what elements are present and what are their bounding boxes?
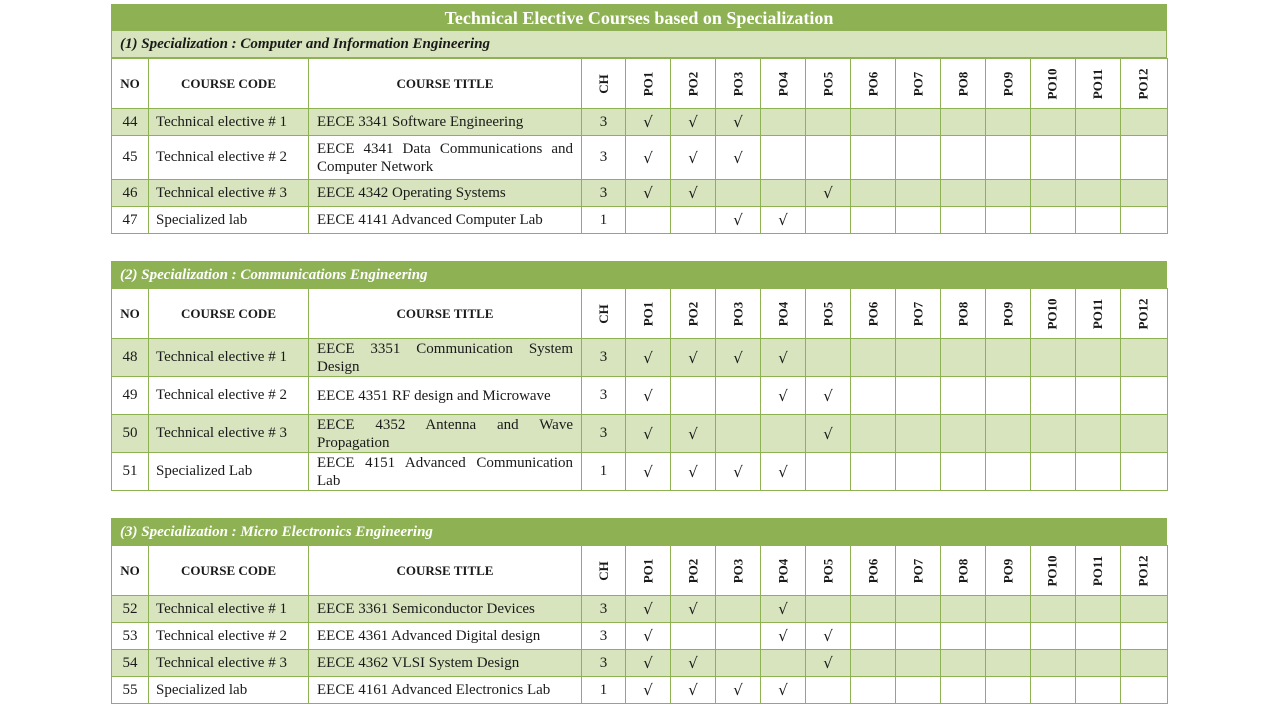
po-cell	[986, 180, 1031, 207]
po-cell	[851, 453, 896, 491]
po-cell	[806, 136, 851, 180]
check-mark-icon: √	[716, 677, 761, 704]
po-cell	[896, 623, 941, 650]
header-po12: PO12	[1121, 59, 1168, 109]
header-po10: PO10	[1031, 59, 1076, 109]
po-cell	[986, 453, 1031, 491]
header-ch: CH	[582, 546, 626, 596]
course-title: EECE 4342 Operating Systems	[309, 180, 582, 207]
po-cell	[1031, 136, 1076, 180]
po-cell	[1076, 339, 1121, 377]
check-mark-icon: √	[626, 109, 671, 136]
section-computer-information	[111, 31, 1167, 234]
po-cell	[761, 650, 806, 677]
po-cell	[941, 109, 986, 136]
po-cell	[986, 377, 1031, 415]
credit-hours: 3	[582, 596, 626, 623]
po-cell	[896, 453, 941, 491]
credit-hours: 1	[582, 453, 626, 491]
check-mark-icon: √	[671, 650, 716, 677]
header-po5: PO5	[806, 59, 851, 109]
po-cell	[761, 136, 806, 180]
header-po10: PO10	[1031, 546, 1076, 596]
po-cell	[851, 415, 896, 453]
check-mark-icon: √	[671, 339, 716, 377]
po-cell	[1076, 180, 1121, 207]
po-cell	[986, 339, 1031, 377]
row-number: 51	[112, 453, 149, 491]
course-title: EECE 3341 Software Engineering	[309, 109, 582, 136]
po-cell	[851, 623, 896, 650]
course-code: Technical elective # 1	[149, 109, 309, 136]
po-cell	[896, 677, 941, 704]
header-po1: PO1	[626, 289, 671, 339]
course-table	[111, 58, 1168, 234]
po-cell	[1076, 136, 1121, 180]
course-code: Specialized lab	[149, 677, 309, 704]
course-title: EECE 4352 Antenna and Wave Propagation	[309, 415, 582, 453]
table-row	[112, 109, 1168, 136]
po-cell	[1121, 207, 1168, 234]
header-ch: CH	[582, 59, 626, 109]
po-cell	[851, 650, 896, 677]
main-title: Technical Elective Courses based on Specialization	[111, 4, 1167, 31]
po-cell	[986, 596, 1031, 623]
po-cell	[716, 415, 761, 453]
course-title: EECE 4341 Data Communications and Computer Network	[309, 136, 582, 180]
credit-hours: 3	[582, 415, 626, 453]
check-mark-icon: √	[761, 339, 806, 377]
course-title: EECE 4361 Advanced Digital design	[309, 623, 582, 650]
po-cell	[941, 339, 986, 377]
po-cell	[671, 207, 716, 234]
po-cell	[1121, 596, 1168, 623]
check-mark-icon: √	[626, 677, 671, 704]
header-no: NO	[112, 289, 149, 339]
po-cell	[986, 109, 1031, 136]
po-cell	[851, 677, 896, 704]
header-po4: PO4	[761, 289, 806, 339]
credit-hours: 3	[582, 180, 626, 207]
header-po12: PO12	[1121, 546, 1168, 596]
po-cell	[1076, 109, 1121, 136]
table-row	[112, 677, 1168, 704]
check-mark-icon: √	[626, 623, 671, 650]
po-cell	[716, 650, 761, 677]
po-cell	[1121, 677, 1168, 704]
credit-hours: 3	[582, 377, 626, 415]
po-cell	[986, 207, 1031, 234]
po-cell	[1121, 650, 1168, 677]
row-number: 52	[112, 596, 149, 623]
section-micro-electronics	[111, 518, 1167, 704]
course-code: Technical elective # 2	[149, 136, 309, 180]
po-cell	[1031, 650, 1076, 677]
po-cell	[941, 377, 986, 415]
check-mark-icon: √	[716, 109, 761, 136]
header-course-title: COURSE TITLE	[309, 289, 582, 339]
header-po11: PO11	[1076, 289, 1121, 339]
po-cell	[941, 180, 986, 207]
po-cell	[896, 377, 941, 415]
credit-hours: 3	[582, 623, 626, 650]
check-mark-icon: √	[716, 339, 761, 377]
po-cell	[1121, 339, 1168, 377]
check-mark-icon: √	[761, 677, 806, 704]
po-cell	[1076, 650, 1121, 677]
course-title: EECE 4161 Advanced Electronics Lab	[309, 677, 582, 704]
header-po3: PO3	[716, 546, 761, 596]
course-title: EECE 3361 Semiconductor Devices	[309, 596, 582, 623]
po-cell	[1031, 109, 1076, 136]
po-cell	[806, 207, 851, 234]
section-communications	[111, 261, 1167, 491]
header-course-title: COURSE TITLE	[309, 59, 582, 109]
check-mark-icon: √	[671, 415, 716, 453]
header-ch: CH	[582, 289, 626, 339]
course-code: Technical elective # 2	[149, 623, 309, 650]
header-po4: PO4	[761, 546, 806, 596]
header-row	[112, 289, 1168, 339]
check-mark-icon: √	[626, 136, 671, 180]
header-po1: PO1	[626, 59, 671, 109]
course-code: Technical elective # 1	[149, 339, 309, 377]
header-course-code: COURSE CODE	[149, 59, 309, 109]
po-cell	[1076, 623, 1121, 650]
header-po2: PO2	[671, 546, 716, 596]
row-number: 50	[112, 415, 149, 453]
header-po9: PO9	[986, 546, 1031, 596]
header-po6: PO6	[851, 546, 896, 596]
po-cell	[1076, 596, 1121, 623]
section-title: (1) Specialization : Computer and Information Engineering	[111, 31, 1167, 58]
po-cell	[851, 136, 896, 180]
row-number: 45	[112, 136, 149, 180]
po-cell	[941, 596, 986, 623]
po-cell	[806, 339, 851, 377]
po-cell	[1121, 180, 1168, 207]
po-cell	[851, 109, 896, 136]
po-cell	[761, 415, 806, 453]
credit-hours: 3	[582, 109, 626, 136]
po-cell	[1031, 453, 1076, 491]
po-cell	[851, 207, 896, 234]
po-cell	[1031, 415, 1076, 453]
po-cell	[896, 415, 941, 453]
po-cell	[986, 623, 1031, 650]
row-number: 48	[112, 339, 149, 377]
header-no: NO	[112, 59, 149, 109]
table-row	[112, 377, 1168, 415]
po-cell	[896, 339, 941, 377]
po-cell	[1121, 136, 1168, 180]
po-cell	[986, 650, 1031, 677]
header-po6: PO6	[851, 59, 896, 109]
check-mark-icon: √	[716, 207, 761, 234]
check-mark-icon: √	[626, 650, 671, 677]
po-cell	[941, 136, 986, 180]
po-cell	[1031, 623, 1076, 650]
credit-hours: 1	[582, 677, 626, 704]
check-mark-icon: √	[671, 677, 716, 704]
check-mark-icon: √	[806, 180, 851, 207]
check-mark-icon: √	[761, 596, 806, 623]
po-cell	[716, 623, 761, 650]
po-cell	[941, 677, 986, 704]
po-cell	[806, 453, 851, 491]
po-cell	[851, 377, 896, 415]
header-po10: PO10	[1031, 289, 1076, 339]
header-no: NO	[112, 546, 149, 596]
header-course-code: COURSE CODE	[149, 546, 309, 596]
po-cell	[716, 377, 761, 415]
check-mark-icon: √	[716, 453, 761, 491]
po-cell	[1121, 623, 1168, 650]
document	[111, 4, 1167, 704]
po-cell	[941, 650, 986, 677]
po-cell	[1076, 377, 1121, 415]
header-po11: PO11	[1076, 546, 1121, 596]
check-mark-icon: √	[806, 377, 851, 415]
po-cell	[716, 596, 761, 623]
header-po5: PO5	[806, 289, 851, 339]
po-cell	[1031, 596, 1076, 623]
check-mark-icon: √	[761, 377, 806, 415]
table-row	[112, 596, 1168, 623]
course-code: Specialized lab	[149, 207, 309, 234]
table-row	[112, 207, 1168, 234]
credit-hours: 3	[582, 650, 626, 677]
check-mark-icon: √	[761, 453, 806, 491]
course-title: EECE 4351 RF design and Microwave	[309, 377, 582, 415]
header-po9: PO9	[986, 59, 1031, 109]
table-row	[112, 453, 1168, 491]
po-cell	[761, 109, 806, 136]
po-cell	[671, 623, 716, 650]
table-row	[112, 650, 1168, 677]
po-cell	[896, 136, 941, 180]
course-code: Specialized Lab	[149, 453, 309, 491]
course-code: Technical elective # 2	[149, 377, 309, 415]
po-cell	[851, 596, 896, 623]
check-mark-icon: √	[626, 180, 671, 207]
header-po11: PO11	[1076, 59, 1121, 109]
po-cell	[941, 453, 986, 491]
check-mark-icon: √	[761, 207, 806, 234]
header-po3: PO3	[716, 59, 761, 109]
header-row	[112, 59, 1168, 109]
po-cell	[1121, 377, 1168, 415]
check-mark-icon: √	[626, 415, 671, 453]
course-title: EECE 3351 Communication System Design	[309, 339, 582, 377]
po-cell	[896, 180, 941, 207]
check-mark-icon: √	[626, 339, 671, 377]
header-po12: PO12	[1121, 289, 1168, 339]
check-mark-icon: √	[671, 596, 716, 623]
row-number: 47	[112, 207, 149, 234]
credit-hours: 3	[582, 339, 626, 377]
po-cell	[671, 377, 716, 415]
po-cell	[1076, 415, 1121, 453]
course-title: EECE 4362 VLSI System Design	[309, 650, 582, 677]
course-code: Technical elective # 3	[149, 180, 309, 207]
row-number: 44	[112, 109, 149, 136]
course-code: Technical elective # 3	[149, 650, 309, 677]
check-mark-icon: √	[671, 453, 716, 491]
po-cell	[896, 109, 941, 136]
header-po5: PO5	[806, 546, 851, 596]
po-cell	[941, 415, 986, 453]
po-cell	[986, 415, 1031, 453]
po-cell	[1121, 415, 1168, 453]
row-number: 53	[112, 623, 149, 650]
po-cell	[896, 207, 941, 234]
course-table	[111, 288, 1168, 491]
header-course-code: COURSE CODE	[149, 289, 309, 339]
credit-hours: 1	[582, 207, 626, 234]
header-po2: PO2	[671, 289, 716, 339]
course-code: Technical elective # 1	[149, 596, 309, 623]
table-row	[112, 180, 1168, 207]
po-cell	[1031, 377, 1076, 415]
po-cell	[1121, 453, 1168, 491]
credit-hours: 3	[582, 136, 626, 180]
po-cell	[986, 136, 1031, 180]
header-po9: PO9	[986, 289, 1031, 339]
course-table	[111, 545, 1168, 704]
header-po8: PO8	[941, 59, 986, 109]
row-number: 55	[112, 677, 149, 704]
check-mark-icon: √	[671, 109, 716, 136]
po-cell	[1121, 109, 1168, 136]
po-cell	[1076, 453, 1121, 491]
course-code: Technical elective # 3	[149, 415, 309, 453]
check-mark-icon: √	[671, 136, 716, 180]
header-po2: PO2	[671, 59, 716, 109]
section-title: (3) Specialization : Micro Electronics Engineering	[111, 518, 1167, 545]
header-po8: PO8	[941, 289, 986, 339]
po-cell	[761, 180, 806, 207]
po-cell	[1076, 677, 1121, 704]
po-cell	[716, 180, 761, 207]
check-mark-icon: √	[761, 623, 806, 650]
header-po3: PO3	[716, 289, 761, 339]
po-cell	[1031, 677, 1076, 704]
header-po8: PO8	[941, 546, 986, 596]
table-row	[112, 136, 1168, 180]
po-cell	[1031, 180, 1076, 207]
check-mark-icon: √	[806, 415, 851, 453]
check-mark-icon: √	[806, 650, 851, 677]
row-number: 46	[112, 180, 149, 207]
table-row	[112, 623, 1168, 650]
po-cell	[896, 650, 941, 677]
table-row	[112, 339, 1168, 377]
check-mark-icon: √	[671, 180, 716, 207]
po-cell	[896, 596, 941, 623]
course-title: EECE 4151 Advanced Communication Lab	[309, 453, 582, 491]
header-po7: PO7	[896, 289, 941, 339]
po-cell	[1076, 207, 1121, 234]
po-cell	[1031, 207, 1076, 234]
po-cell	[941, 207, 986, 234]
row-number: 54	[112, 650, 149, 677]
header-course-title: COURSE TITLE	[309, 546, 582, 596]
check-mark-icon: √	[806, 623, 851, 650]
header-po7: PO7	[896, 546, 941, 596]
check-mark-icon: √	[716, 136, 761, 180]
header-po4: PO4	[761, 59, 806, 109]
po-cell	[806, 596, 851, 623]
header-po7: PO7	[896, 59, 941, 109]
row-number: 49	[112, 377, 149, 415]
po-cell	[1031, 339, 1076, 377]
table-row	[112, 415, 1168, 453]
po-cell	[851, 339, 896, 377]
po-cell	[986, 677, 1031, 704]
po-cell	[851, 180, 896, 207]
header-row	[112, 546, 1168, 596]
po-cell	[806, 109, 851, 136]
header-po1: PO1	[626, 546, 671, 596]
po-cell	[806, 677, 851, 704]
po-cell	[941, 623, 986, 650]
course-title: EECE 4141 Advanced Computer Lab	[309, 207, 582, 234]
header-po6: PO6	[851, 289, 896, 339]
check-mark-icon: √	[626, 596, 671, 623]
check-mark-icon: √	[626, 453, 671, 491]
check-mark-icon: √	[626, 377, 671, 415]
section-title: (2) Specialization : Communications Engineering	[111, 261, 1167, 288]
po-cell	[626, 207, 671, 234]
